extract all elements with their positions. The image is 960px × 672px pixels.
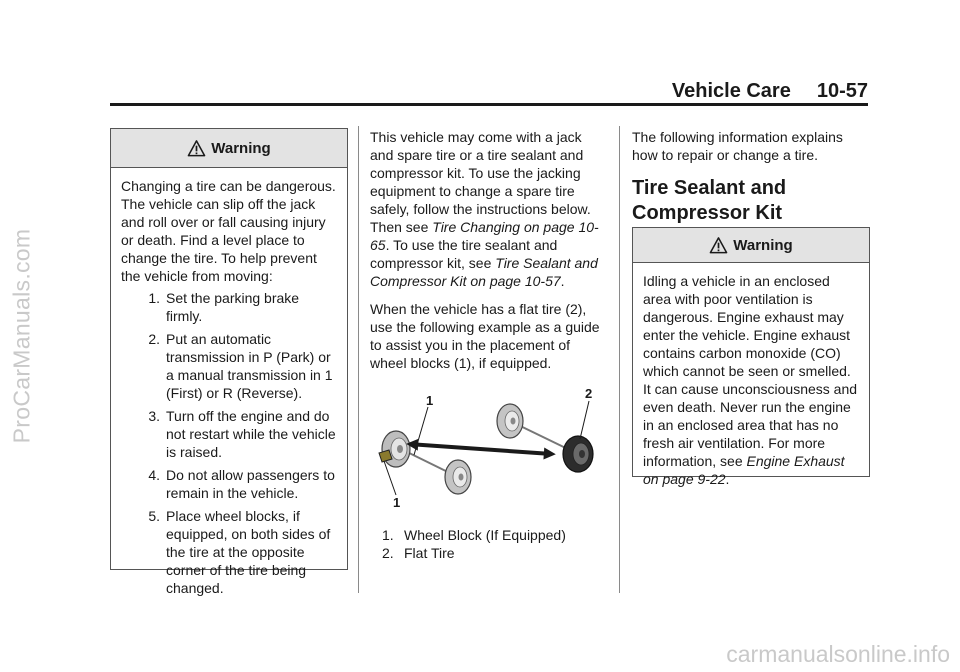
warning-text-main: Idling a vehicle in an enclosed area with poor ventilation is dangerous. Engine exhaust may enter the vehicle. Engine exhaust contains carbon monoxide (CO) which cannot be seen or smelled. It can cause unconsciousness and even death. Never run the engine in an enclosed area that has no fresh air ventilation. For more information, see: [643, 273, 858, 469]
diagonal-arrow: [406, 438, 556, 460]
caption-text: Flat Tire: [404, 545, 455, 561]
figure-label-1: 1: [426, 393, 434, 408]
flat-tire-wheel: [563, 436, 593, 472]
step-item: [121, 507, 337, 597]
step-number: 2.: [148, 331, 160, 347]
intro-paragraph: The following information explains how to repair or change a tire.: [632, 129, 843, 163]
step-text: Do not allow passengers to remain in the vehicle.: [166, 467, 335, 501]
warning-triangle-icon: [709, 236, 728, 255]
front-left-wheel: [382, 431, 410, 467]
figure-captions: [382, 526, 566, 562]
step-text: Turn off the engine and do not restart while the vehicle is raised.: [166, 408, 336, 460]
engine-exhaust-link[interactable]: Engine Exhaust on page 9-22: [643, 453, 845, 487]
section-heading: Tire Sealant and Compressor Kit: [632, 177, 787, 224]
paragraph-text: .: [560, 273, 565, 289]
step-text: Put an automatic transmission in P (Park) or a manual transmission in 1 (First) or R (Reverse).: [166, 331, 333, 401]
middle-column: [370, 128, 608, 382]
step-text: Place wheel blocks, if equipped, on both sides of the tire at the opposite corner of the tire being changed.: [166, 508, 331, 596]
paragraph-text: This vehicle may come with a jack and spare tire or a tire sealant and compressor kit. To use the jacking equipment to change a spare tire safely, follow the instructions below. Then see: [370, 129, 591, 235]
step-item: [121, 407, 337, 461]
warning-body: [111, 168, 347, 606]
warning-header: [633, 228, 869, 263]
step-item: [121, 330, 337, 402]
figure-label-1-bottom: 1: [393, 495, 401, 510]
warning-triangle-icon: [187, 139, 206, 158]
warning-text-end: .: [725, 471, 730, 487]
caption-item: [382, 526, 566, 544]
section-title: Vehicle Care: [671, 80, 791, 102]
spare-tire-paragraph: [370, 128, 608, 290]
leader-line-flat: [580, 401, 589, 439]
step-number: 4.: [148, 467, 160, 483]
warning-intro: Changing a tire can be dangerous. The vehicle can slip off the jack and roll over or fall causing injury or death. Find a level place to change the tire. To help prevent the vehicle from moving:: [121, 178, 336, 284]
wheel-block-diagram: [370, 377, 608, 517]
figure-label-2: 2: [585, 386, 593, 401]
column-divider-left: [358, 126, 359, 593]
tire-changing-link[interactable]: Tire Changing on page 10-65: [370, 219, 599, 253]
header-rule: [110, 103, 868, 106]
warning-box-exhaust: [632, 227, 870, 487]
paragraph-text: . To use the tire sealant and compressor kit, see: [370, 237, 558, 271]
side-watermark-text: ProCarManuals.com: [8, 228, 35, 444]
step-text: Set the parking brake firmly.: [166, 290, 300, 324]
warning-steps: [121, 289, 337, 597]
leader-line-block: [414, 407, 428, 455]
warning-title: Warning: [733, 236, 793, 254]
warning-box-tire-change: [110, 128, 348, 596]
warning-body: [633, 263, 869, 497]
rear-left-wheel: [497, 404, 523, 438]
flat-tire-paragraph: When the vehicle has a flat tire (2), use the following example as a guide to assist you in the placement of wheel blocks (1), if equipped.: [370, 301, 600, 371]
bottom-watermark: carmanualsonline.info: [726, 641, 950, 667]
page-header: [110, 80, 868, 103]
warning-title: Warning: [211, 139, 271, 157]
step-number: 3.: [148, 408, 160, 424]
front-right-wheel: [445, 460, 471, 494]
step-item: [121, 466, 337, 502]
step-item: [121, 289, 337, 325]
step-number: 5.: [148, 508, 160, 524]
column-divider-right: [619, 126, 620, 593]
page-number: 10-57: [816, 80, 868, 102]
caption-number: 1.: [382, 527, 394, 543]
warning-text: [643, 272, 859, 488]
caption-number: 2.: [382, 545, 394, 561]
sealant-kit-link[interactable]: Tire Sealant and Compressor Kit on page 10-57: [370, 255, 598, 289]
warning-header: [111, 129, 347, 168]
caption-text: Wheel Block (If Equipped): [404, 527, 566, 543]
caption-item: [382, 544, 566, 562]
right-column-intro: [632, 128, 870, 174]
step-number: 1.: [148, 290, 160, 306]
side-watermark: [2, 0, 42, 672]
